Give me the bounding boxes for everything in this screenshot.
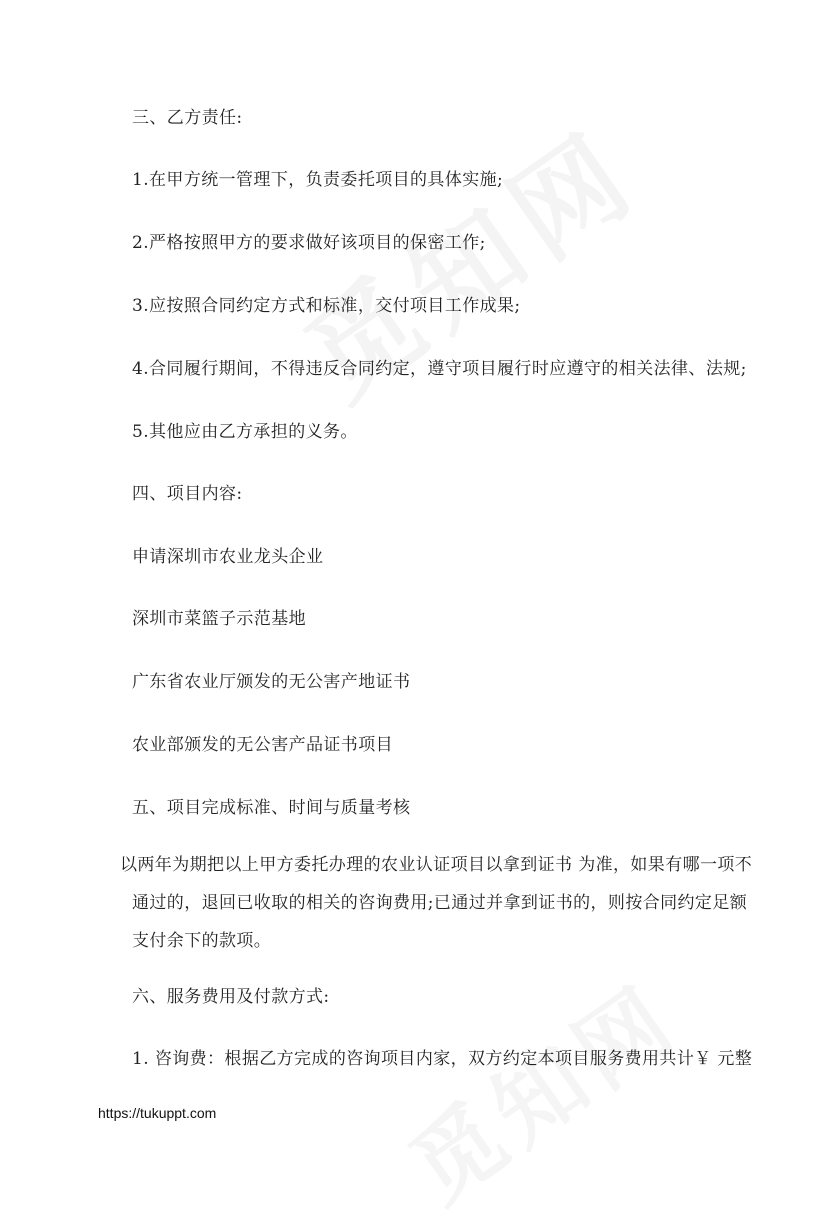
watermark-bottom xyxy=(380,948,700,1227)
project-item: 深圳市菜篮子示范基地 xyxy=(132,609,306,629)
section-heading-5: 五、项目完成标准、时间与质量考核 xyxy=(132,798,411,818)
project-item: 申请深圳市农业龙头企业 xyxy=(132,547,324,567)
list-item: 3.应按照合同约定方式和标准，交付项目工作成果; xyxy=(132,296,521,316)
list-item: 2.严格按照甲方的要求做好该项目的保密工作; xyxy=(132,233,486,253)
fee-line: 1. 咨询费：根据乙方完成的咨询项目内家，双方约定本项目服务费用共计￥ 元整 xyxy=(132,1049,753,1069)
project-item: 广东省农业厅颁发的无公害产地证书 xyxy=(132,672,411,692)
body-paragraph: 以两年为期把以上甲方委托办理的农业认证项目以拿到证书 为准，如果有哪一项不通过的，退回已收取的相关的咨询费用;已通过并拿到证书的，则按合同约定足额支付余下的款项。 xyxy=(120,855,753,951)
section-heading-4: 四、项目内容: xyxy=(132,484,243,504)
list-item: 4.合同履行期间，不得违反合同约定，遵守项目履行时应遵守的相关法律、法规; xyxy=(132,359,747,379)
list-item: 1.在甲方统一管理下，负责委托项目的具体实施; xyxy=(132,170,504,190)
section-heading-3: 三、乙方责任: xyxy=(132,108,243,128)
list-item: 5.其他应由乙方承担的义务。 xyxy=(132,422,358,442)
project-item: 农业部颁发的无公害产品证书项目 xyxy=(132,735,393,755)
section-heading-6: 六、服务费用及付款方式: xyxy=(132,987,330,1007)
footer-url: https://tukuppt.com xyxy=(98,1105,217,1121)
